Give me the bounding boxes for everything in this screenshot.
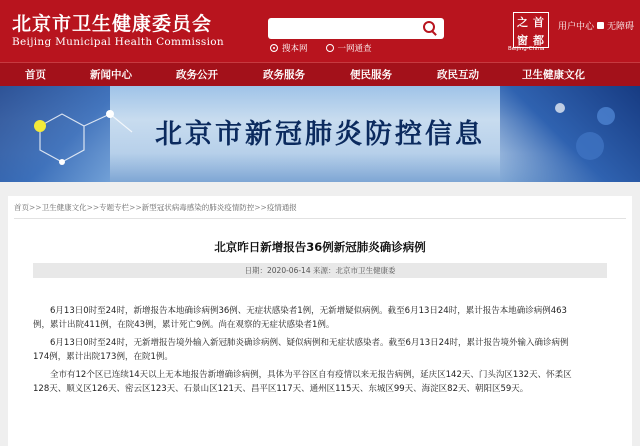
breadcrumb-sep: >> bbox=[29, 203, 42, 212]
search-scope-all-radio[interactable] bbox=[326, 44, 334, 52]
breadcrumb-epidemic-control[interactable]: 新型冠状病毒感染的肺炎疫情防控 bbox=[141, 203, 255, 212]
search-scope-all-label: 一网通查 bbox=[337, 44, 372, 54]
search-scope-site-radio[interactable] bbox=[270, 44, 278, 52]
nav-item-health-culture[interactable]: 卫生健康文化 bbox=[522, 69, 585, 81]
article-paragraph-1 bbox=[33, 304, 613, 332]
nav-item-gov-services[interactable]: 政务服务 bbox=[263, 69, 305, 81]
search-icon[interactable] bbox=[423, 21, 438, 36]
breadcrumb bbox=[14, 202, 297, 213]
paragraph-line: 6月13日0时至24时，无新增报告境外输入新冠肺炎确诊病例、疑似病例和无症状感染者。截至6月13日24时，累计报告境外输入确诊病例 bbox=[50, 338, 569, 348]
article-paragraph-2 bbox=[33, 336, 613, 364]
emblem-subtitle: Beijing-China bbox=[508, 46, 545, 52]
nav-item-public-services[interactable]: 便民服务 bbox=[350, 69, 392, 81]
search-box bbox=[268, 18, 444, 39]
accessibility-link[interactable]: 无障碍 bbox=[607, 22, 635, 32]
paragraph-line: 174例，累计出院173例，在院1例。 bbox=[33, 352, 173, 362]
paragraph-line: 全市有12个区已连续14天以上无本地报告新增确诊病例，具体为平谷区自有疫情以来无报告病例，延庆区142天、门头沟区132天、怀柔区 bbox=[50, 370, 572, 380]
paragraph-line: 128天、顺义区126天、密云区123天、石景山区121天、昌平区117天、通州区115天、东城区99天、海淀区82天、朝阳区59天。 bbox=[33, 384, 529, 394]
article-container bbox=[8, 196, 632, 446]
paragraph-line: 6月13日0时至24时，新增报告本地确诊病例36例、无症状感染者1例，无新增疑似病例。截至6月13日24时，累计报告本地确诊病例463 bbox=[50, 306, 567, 316]
banner-title: 北京市新冠肺炎防控信息 bbox=[155, 119, 485, 150]
capital-window-logo[interactable] bbox=[513, 12, 549, 48]
article-meta: 日期：2020-06-14 来源：北京市卫生健康委 bbox=[33, 263, 607, 278]
article-title: 北京昨日新增报告36例新冠肺炎确诊病例 bbox=[214, 240, 426, 254]
user-center-link[interactable]: 用户中心 bbox=[558, 22, 595, 32]
search-scope-site-label: 搜本网 bbox=[282, 44, 308, 54]
article-paragraph-3 bbox=[33, 368, 613, 396]
breadcrumb-home[interactable]: 首页 bbox=[14, 203, 29, 212]
breadcrumb-sep: >> bbox=[129, 203, 142, 212]
breadcrumb-special-topics[interactable]: 专题专栏 bbox=[99, 203, 130, 212]
search-input[interactable] bbox=[272, 20, 418, 37]
emblem-char-3: 之 bbox=[517, 16, 528, 29]
accessibility-icon bbox=[597, 22, 604, 29]
site-logo-en: Beijing Municipal Health Commission bbox=[12, 36, 224, 48]
site-logo-cn[interactable]: 北京市卫生健康委员会 bbox=[12, 13, 213, 35]
emblem-char-2: 都 bbox=[533, 34, 544, 47]
main-nav bbox=[0, 62, 640, 86]
nav-item-gov-affairs[interactable]: 政务公开 bbox=[176, 69, 218, 81]
emblem-char-1: 首 bbox=[533, 16, 544, 29]
paragraph-line: 例，累计出院411例，在院43例，累计死亡9例。尚在观察的无症状感染者1例。 bbox=[33, 320, 335, 330]
banner bbox=[0, 86, 640, 182]
search-scope-options bbox=[270, 42, 372, 54]
nav-item-news[interactable]: 新闻中心 bbox=[90, 69, 132, 81]
site-header bbox=[0, 0, 640, 62]
breadcrumb-epidemic-report[interactable]: 疫情通报 bbox=[266, 203, 297, 212]
nav-item-interaction[interactable]: 政民互动 bbox=[437, 69, 479, 81]
top-links bbox=[558, 19, 634, 32]
emblem-char-4: 窗 bbox=[517, 34, 528, 47]
breadcrumb-health-culture[interactable]: 卫生健康文化 bbox=[41, 203, 87, 212]
breadcrumb-sep: >> bbox=[86, 203, 100, 212]
nav-item-home[interactable]: 首页 bbox=[25, 69, 46, 81]
breadcrumb-divider bbox=[14, 218, 626, 219]
breadcrumb-sep: >> bbox=[254, 203, 267, 212]
